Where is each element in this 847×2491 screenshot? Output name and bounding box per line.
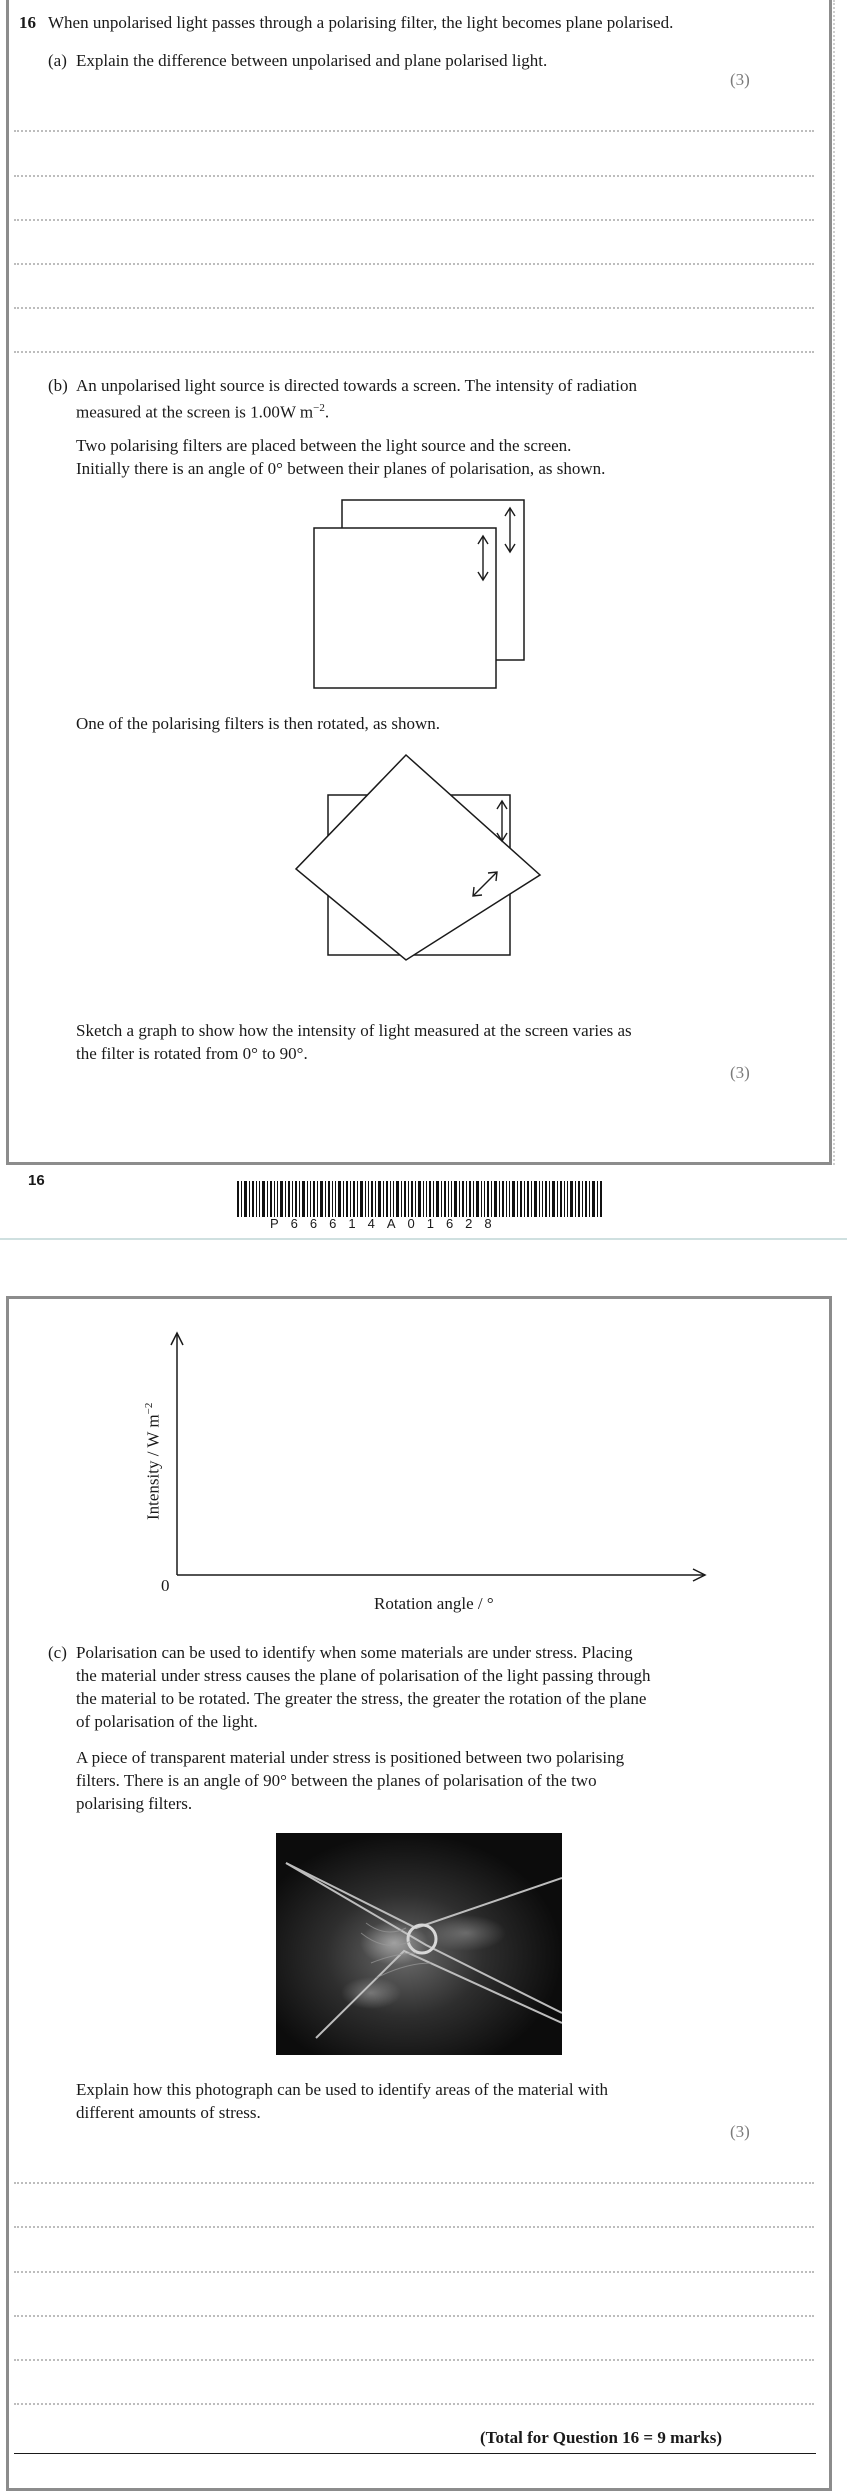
rotated-filters-diagram [290, 745, 550, 970]
part-a-marks: (3) [730, 70, 750, 89]
part-c-explain-line2: different amounts of stress. [76, 2103, 261, 2122]
answer-line[interactable] [14, 219, 814, 221]
part-c-para2-line1: A piece of transparent material under stress is positioned between two polarising [76, 1748, 625, 1767]
part-b-line1: An unpolarised light source is directed towards a screen. The intensity of radiation [76, 376, 637, 395]
aligned-filters-diagram [300, 490, 540, 700]
question-stem: When unpolarised light passes through a polarising filter, the light becomes plane polarised. [48, 13, 674, 32]
part-b-line2-unit: W m [279, 402, 314, 422]
y-axis-label [143, 1320, 164, 1520]
part-b-line2-prefix: measured at the screen is 1.00 [76, 402, 280, 422]
part-c-label: (c) [48, 1643, 67, 1662]
part-b-line2 [76, 397, 329, 424]
answer-line[interactable] [14, 130, 814, 132]
graph-origin-label: 0 [161, 1576, 170, 1595]
part-c-para2-line2: filters. There is an angle of 90° between the planes of polarisation of the two [76, 1771, 597, 1790]
page-number: 16 [28, 1172, 45, 1189]
total-marks: (Total for Question 16 = 9 marks) [480, 2428, 723, 2447]
part-c-line1: Polarisation can be used to identify when some materials are under stress. Placing [76, 1643, 633, 1662]
part-b-marks: (3) [730, 1063, 750, 1082]
x-axis-label: Rotation angle / ° [374, 1594, 494, 1613]
answer-line[interactable] [14, 307, 814, 309]
answer-line[interactable] [14, 2403, 814, 2405]
barcode-text: P66614A01628 [270, 1216, 504, 1231]
answer-line[interactable] [14, 2182, 814, 2184]
intensity-graph [160, 1325, 720, 1595]
barcode [237, 1181, 603, 1217]
total-rule [14, 2453, 816, 2454]
stress-photograph [276, 1833, 562, 2055]
answer-line[interactable] [14, 175, 814, 177]
page-1-margin-strip [833, 0, 847, 1165]
question-number: 16 [19, 13, 36, 32]
page-divider [0, 1238, 847, 1240]
stress-photograph-image [276, 1833, 562, 2055]
part-a-label: (a) [48, 51, 67, 70]
y-axis-label-text: Intensity / W m [143, 1414, 163, 1520]
y-axis-label-exp: −2 [143, 1402, 155, 1415]
answer-line[interactable] [14, 263, 814, 265]
part-c-line4: of polarisation of the light. [76, 1712, 258, 1731]
part-c-line2: the material under stress causes the plane of polarisation of the light passing through [76, 1666, 651, 1685]
part-b-line2-suffix: . [324, 402, 330, 422]
part-a-text: Explain the difference between unpolarised and plane polarised light. [76, 51, 548, 70]
answer-line[interactable] [14, 2315, 814, 2317]
answer-line[interactable] [14, 2359, 814, 2361]
part-c-line3: the material to be rotated. The greater the stress, the greater the rotation of the plane [76, 1689, 647, 1708]
part-c-marks: (3) [730, 2122, 750, 2141]
front-filter [314, 528, 496, 688]
part-c-para2-line3: polarising filters. [76, 1794, 193, 1813]
answer-line[interactable] [14, 2271, 814, 2273]
part-b-label: (b) [48, 376, 68, 395]
part-b-para2-line2: Initially there is an angle of 0° between their planes of polarisation, as shown. [76, 459, 606, 478]
part-c-explain-line1: Explain how this photograph can be used to identify areas of the material with [76, 2080, 609, 2099]
part-b-sketch-line1: Sketch a graph to show how the intensity of light measured at the screen varies as [76, 1021, 632, 1040]
part-b-sketch-line2: the filter is rotated from 0° to 90°. [76, 1044, 308, 1063]
answer-line[interactable] [14, 2226, 814, 2228]
part-b-para2-line1: Two polarising filters are placed between the light source and the screen. [76, 436, 572, 455]
part-b-para3: One of the polarising filters is then rotated, as shown. [76, 714, 441, 733]
part-b-line2-exp: −2 [313, 402, 325, 414]
answer-line[interactable] [14, 351, 814, 353]
